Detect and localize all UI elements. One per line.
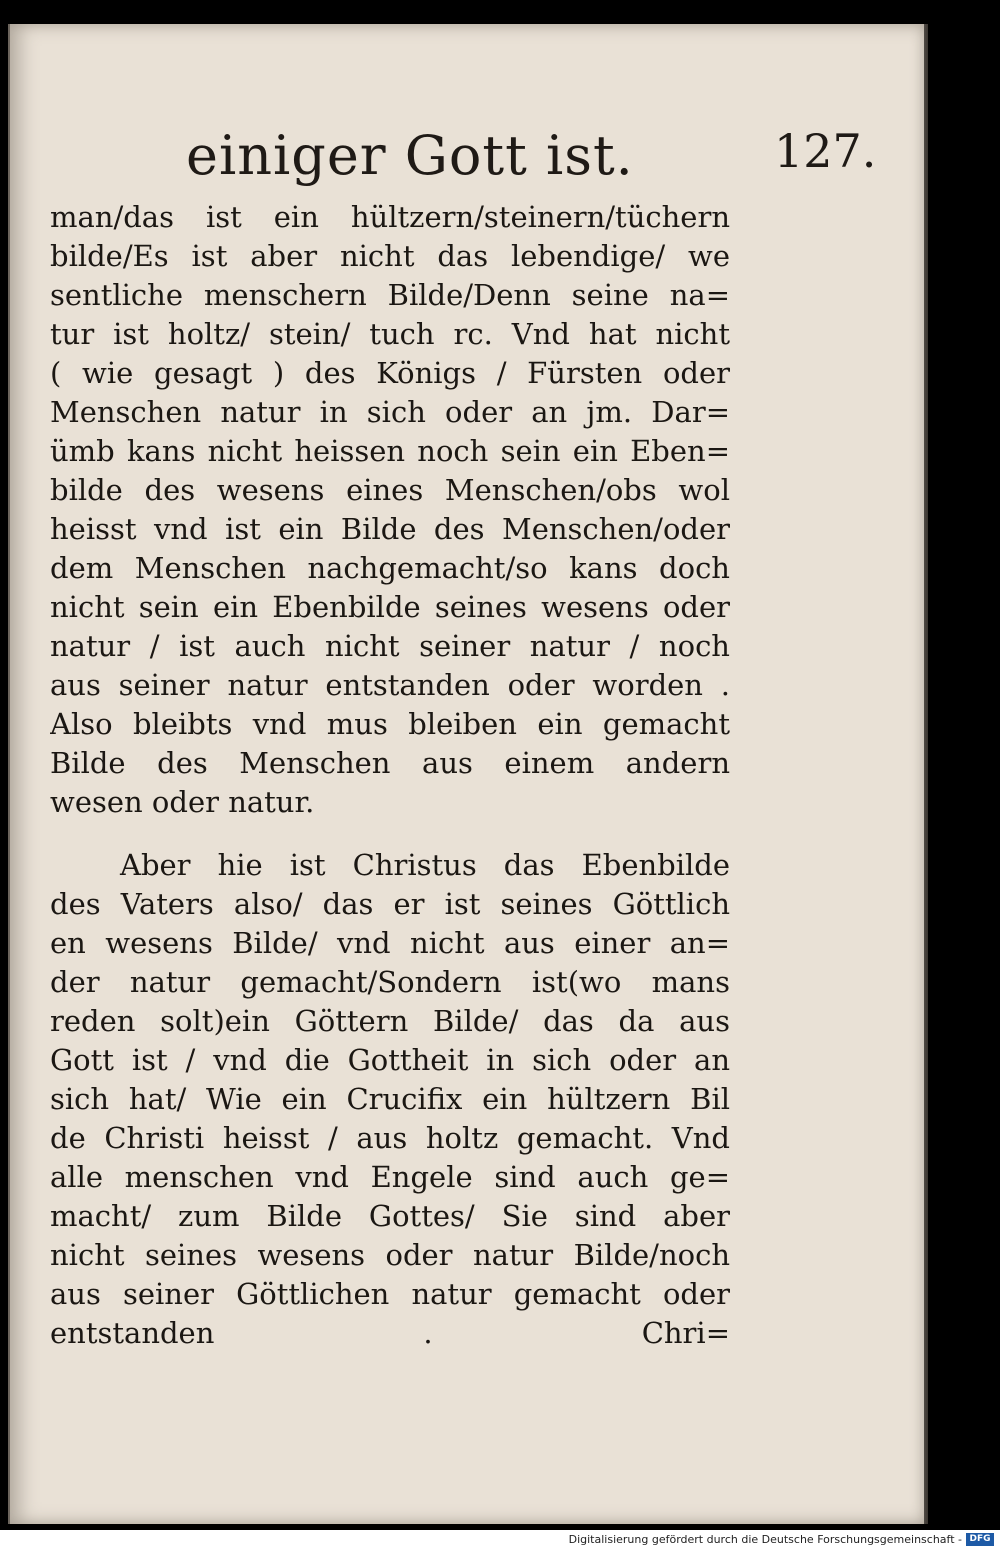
footer-bar	[0, 1530, 1000, 1550]
catchword: Chri=	[641, 1316, 730, 1350]
text-line: aus seiner natur entstanden oder worden .	[50, 668, 730, 702]
text-line: ( wie gesagt ) des Königs / Fürsten oder	[50, 356, 730, 390]
text-line: wesen oder natur.	[50, 785, 315, 819]
running-head-title: einiger Gott ist.	[186, 124, 634, 187]
text-line: macht/ zum Bilde Gottes/ Sie sind aber	[50, 1199, 730, 1233]
paragraph-2	[50, 846, 730, 1353]
text-line: nicht sein ein Ebenbilde seines wesens oder	[50, 590, 730, 624]
text-line: aus seiner Göttlichen natur gemacht oder	[50, 1277, 730, 1311]
text-line: tur ist holtz/ stein/ tuch rc. Vnd hat nicht	[50, 317, 730, 351]
text-line: Aber hie ist Christus das Ebenbilde	[120, 848, 730, 882]
text-line: der natur gemacht/Sondern ist(wo mans	[50, 965, 730, 999]
funding-credit: Digitalisierung gefördert durch die Deutsche Forschungsgemeinschaft -	[568, 1533, 962, 1546]
book-page	[8, 24, 924, 1524]
dfg-logo: DFG	[966, 1533, 994, 1546]
text-line: dem Menschen nachgemacht/so kans doch	[50, 551, 730, 585]
text-line-with-catchword	[50, 1314, 730, 1353]
text-line: sentliche menschern Bilde/Denn seine na=	[50, 278, 730, 312]
text-line: sich hat/ Wie ein Crucifix ein hültzern Bil	[50, 1082, 730, 1116]
page-number: 127.	[774, 124, 877, 178]
text-line: Also bleibts vnd mus bleiben ein gemacht	[50, 707, 730, 741]
text-line: alle menschen vnd Engele sind auch ge=	[50, 1160, 730, 1194]
text-line: des Vaters also/ das er ist seines Göttlich	[50, 887, 730, 921]
text-line: bilde/Es ist aber nicht das lebendige/ we	[50, 239, 730, 273]
body-text	[50, 198, 730, 1353]
text-line: de Christi heisst / aus holtz gemacht. Vnd	[50, 1121, 730, 1155]
running-head	[10, 124, 924, 204]
text-line: Gott ist / vnd die Gottheit in sich oder an	[50, 1043, 730, 1077]
text-line: Bilde des Menschen aus einem andern	[50, 746, 730, 780]
text-line: entstanden .	[50, 1316, 433, 1350]
text-line: bilde des wesens eines Menschen/obs wol	[50, 473, 730, 507]
text-line: reden solt)ein Göttern Bilde/ das da aus	[50, 1004, 730, 1038]
text-line: ümb kans nicht heissen noch sein ein Eben=	[50, 434, 730, 468]
paragraph-1	[50, 198, 730, 822]
text-line: heisst vnd ist ein Bilde des Menschen/oder	[50, 512, 730, 546]
text-line: en wesens Bilde/ vnd nicht aus einer an=	[50, 926, 730, 960]
text-line: man/das ist ein hültzern/steinern/tüchern	[50, 200, 730, 234]
text-line: natur / ist auch nicht seiner natur / noch	[50, 629, 730, 663]
text-line: nicht seines wesens oder natur Bilde/noch	[50, 1238, 730, 1272]
text-line: Menschen natur in sich oder an jm. Dar=	[50, 395, 730, 429]
